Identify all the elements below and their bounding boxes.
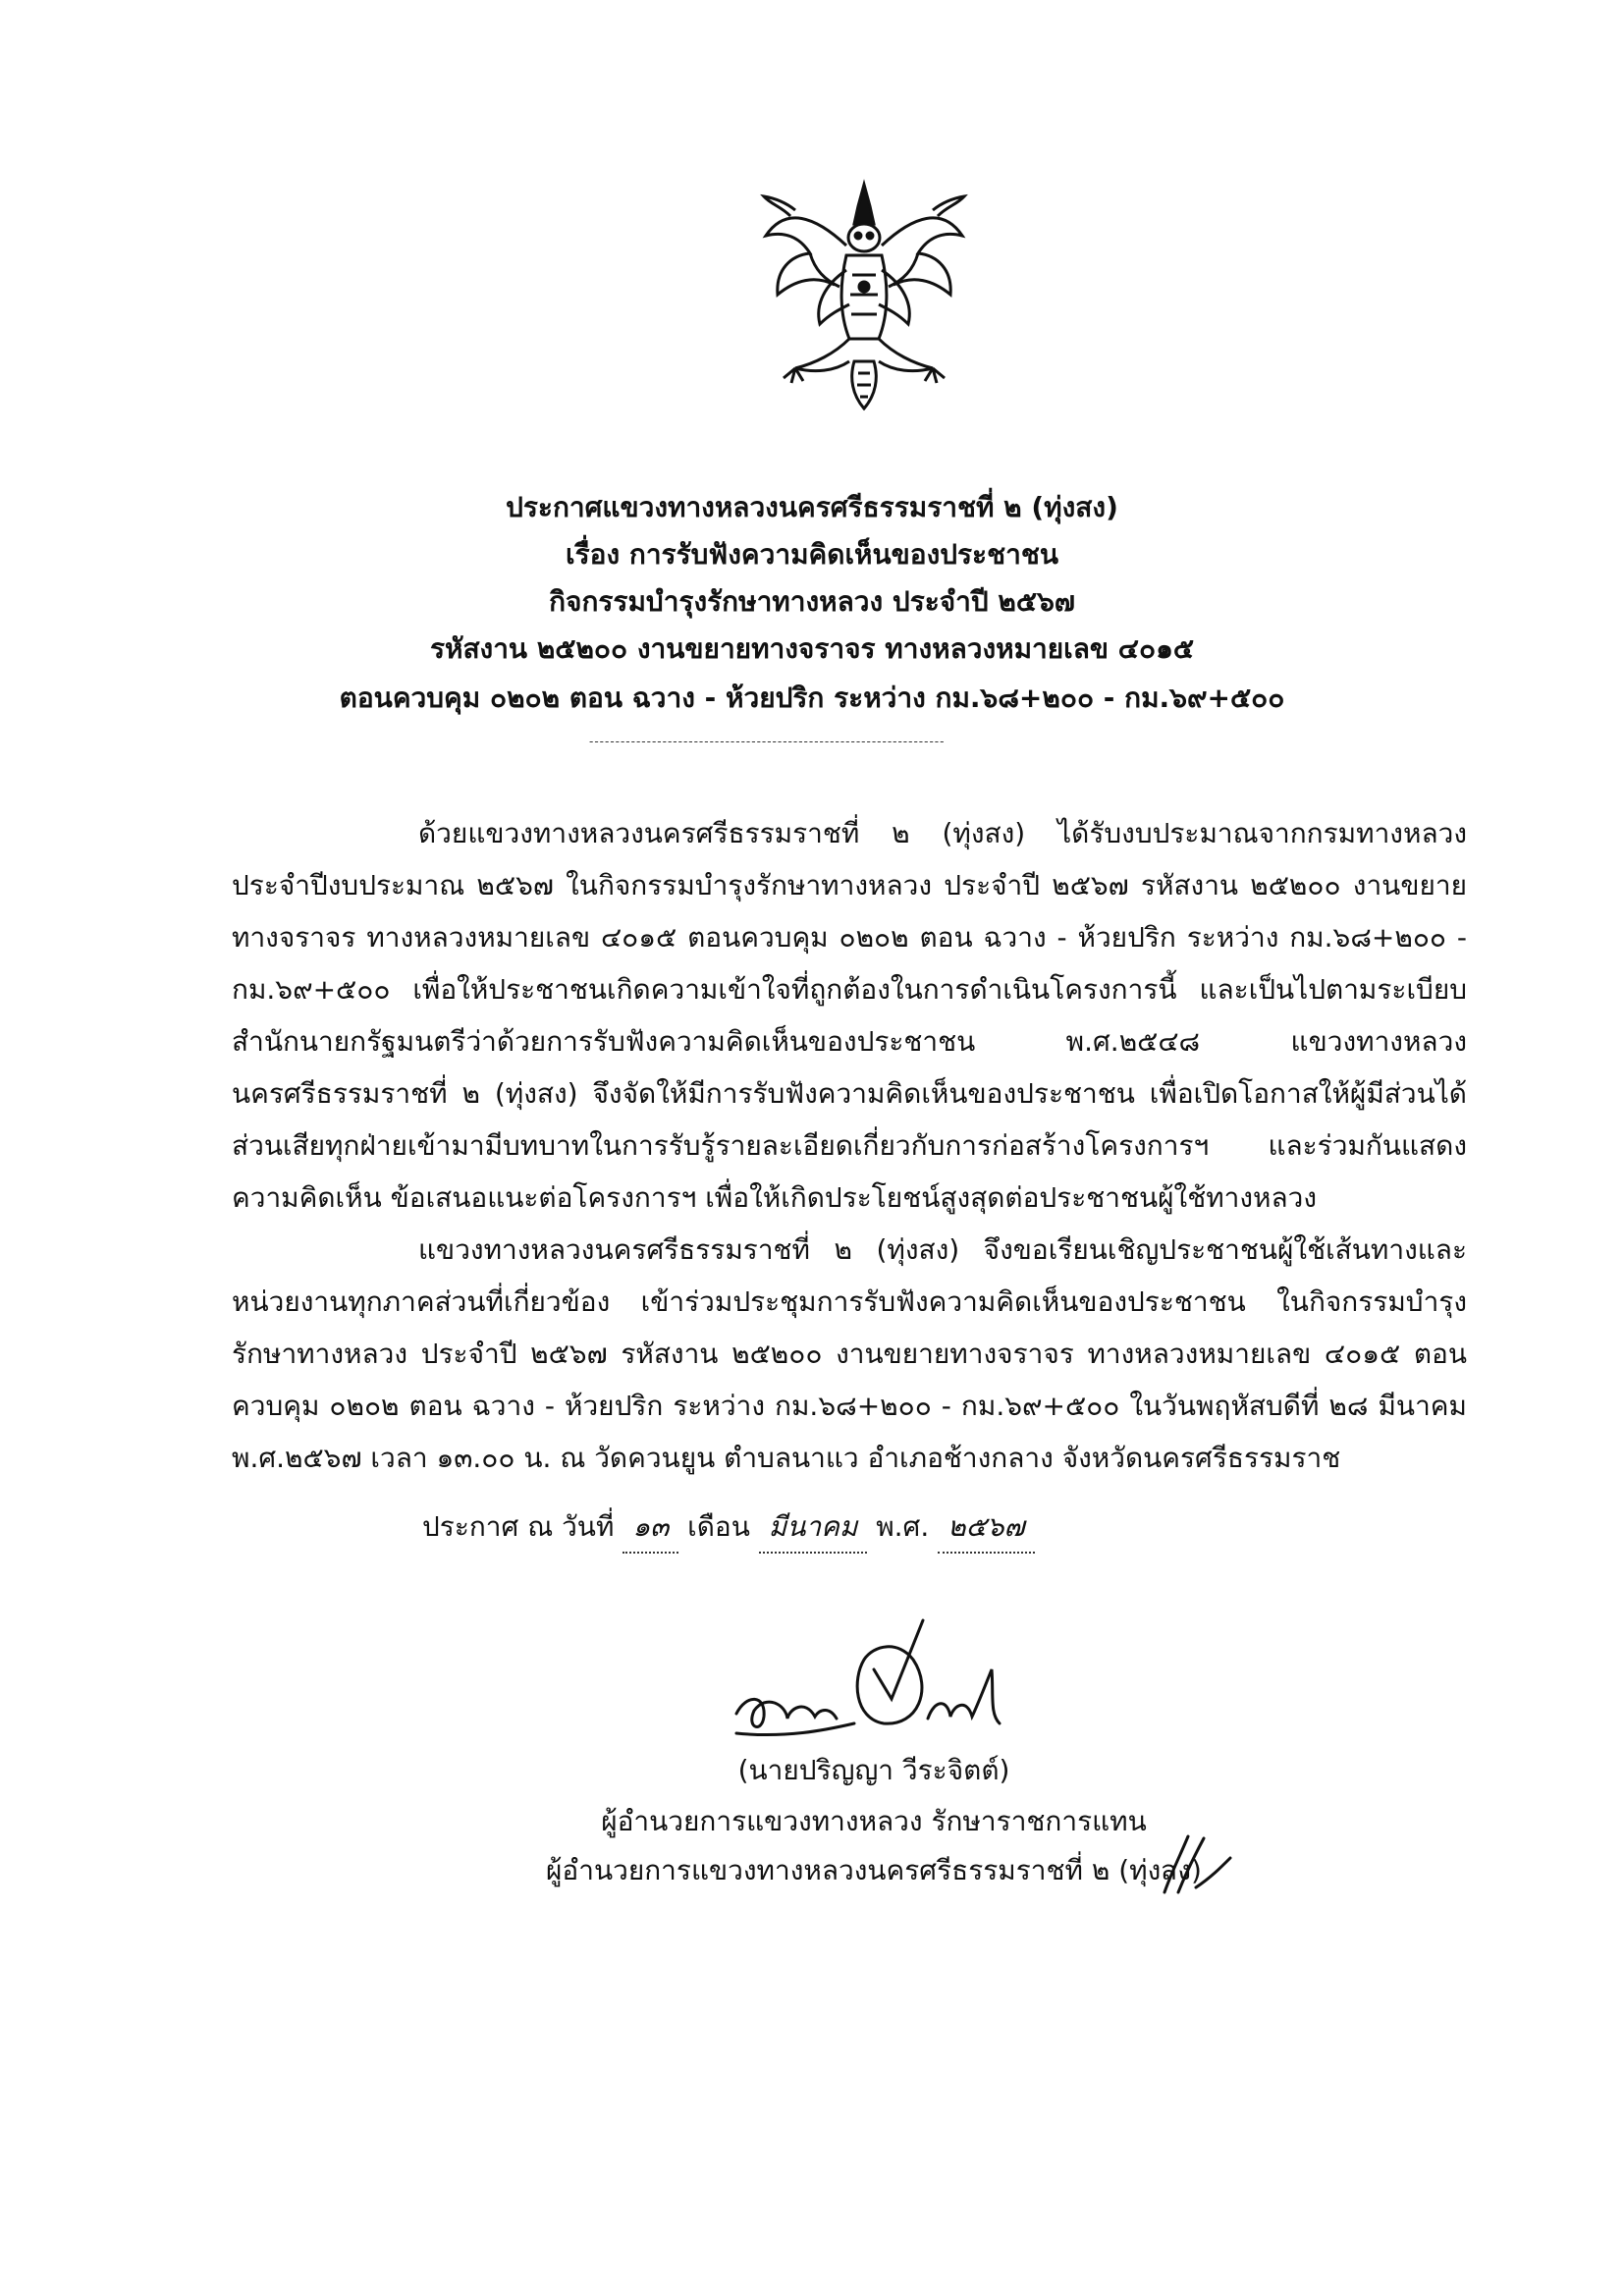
date-year-label: พ.ศ.: [876, 1510, 930, 1543]
announcement-date: [422, 1502, 1035, 1554]
signature-icon: [727, 1601, 1011, 1758]
date-year: ๒๕๖๗: [938, 1502, 1034, 1554]
date-prefix: ประกาศ ณ วันที่: [422, 1510, 615, 1543]
notice-subject: เรื่อง การรับฟังความคิดเห็นของประชาชน: [566, 538, 1058, 571]
signatory-title-2: ผู้อำนวยการแขวงทางหลวงนครศรีธรรมราชที่ ๒ (ทุ่งสง): [546, 1854, 1202, 1886]
body-paragraph-2: แขวงทางหลวงนครศรีธรรมราชที่ ๒ (ทุ่งสง) จึงขอเรียนเชิญประชาชนผู้ใช้เส้นทางและหน่วยงานทุกภาคส่วนที่เกี่ยวข้อง เข้าร่วมประชุมการรับฟังความคิดเห็นของประชาชน ในกิจกรรมบำรุงรักษาทางหลวง ประจำปี ๒๕๖๗ รหัสงาน ๒๕๒๐๐ งานขยายทางจราจร ทางหลวงหมายเลข ๔๐๑๕ ตอนควบคุม ๐๒๐๒ ตอน ฉวาง - ห้วยปริก ระหว่าง กม.๖๘+๒๐๐ - กม.๖๙+๕๐๐ ในวันพฤหัสบดีที่ ๒๘ มีนาคม พ.ศ.๒๕๖๗ เวลา ๑๓.๐๐ น. ณ วัดควนยูน ตำบลนาแว อำเภอช้างกลาง จังหวัดนครศรีธรรมราช: [232, 1233, 1467, 1474]
notice-project-code: รหัสงาน ๒๕๒๐๐ งานขยายทางจราจร ทางหลวงหมายเลข ๔๐๑๕: [429, 632, 1195, 665]
initial-mark-icon: [1157, 1829, 1235, 1897]
garuda-emblem-icon: [756, 177, 972, 412]
body-paragraph-1: ด้วยแขวงทางหลวงนครศรีธรรมราชที่ ๒ (ทุ่งสง) ได้รับงบประมาณจากกรมทางหลวงประจำปีงบประมาณ ๒๕๖๗ ในกิจกรรมบำรุงรักษาทางหลวง ประจำปี ๒๕๖๗ รหัสงาน ๒๕๒๐๐ งานขยายทางจราจร ทางหลวงหมายเลข ๔๐๑๕ ตอนควบคุม ๐๒๐๒ ตอน ฉวาง - ห้วยปริก ระหว่าง กม.๖๘+๒๐๐ - กม.๖๙+๕๐๐ เพื่อให้ประชาชนเกิดความเข้าใจที่ถูกต้องในการดำเนินโครงการนี้ และเป็นไปตามระเบียบสำนักนายกรัฐมนตรีว่าด้วยการรับฟังความคิดเห็นของประชาชน พ.ศ.๒๕๔๘ แขวงทางหลวงนครศรีธรรมราชที่ ๒ (ทุ่งสง) จึงจัดให้มีการรับฟังความคิดเห็นของประชาชน เพื่อเปิดโอกาสให้ผู้มีส่วนได้ส่วนเสียทุกฝ่ายเข้ามามีบทบาทในการรับรู้รายละเอียดเกี่ยวกับการก่อสร้างโครงการฯ และร่วมกันแสดงความคิดเห็น ข้อเสนอแนะต่อโครงการฯ เพื่อให้เกิดประโยชน์สูงสุดต่อประชาชนผู้ใช้ทางหลวง: [232, 817, 1468, 1214]
date-month: มีนาคม: [759, 1502, 868, 1554]
notice-title: ประกาศแขวงทางหลวงนครศรีธรรมราชที่ ๒ (ทุ่งสง): [506, 491, 1118, 523]
notice-section: ตอนควบคุม ๐๒๐๒ ตอน ฉวาง - ห้วยปริก ระหว่าง กม.๖๘+๒๐๐ - กม.๖๙+๕๐๐: [339, 682, 1285, 714]
date-month-label: เดือน: [687, 1510, 750, 1543]
notice-activity: กิจกรรมบำรุงรักษาทางหลวง ประจำปี ๒๕๖๗: [549, 585, 1075, 618]
signatory-title-1: ผู้อำนวยการแขวงทางหลวง รักษาราชการแทน: [601, 1805, 1147, 1837]
signatory-name: (นายปริญญา วีระจิตต์): [737, 1754, 1010, 1786]
date-day: ๑๓: [623, 1502, 678, 1554]
divider: --------------------------------------------------------------------: [589, 735, 946, 748]
